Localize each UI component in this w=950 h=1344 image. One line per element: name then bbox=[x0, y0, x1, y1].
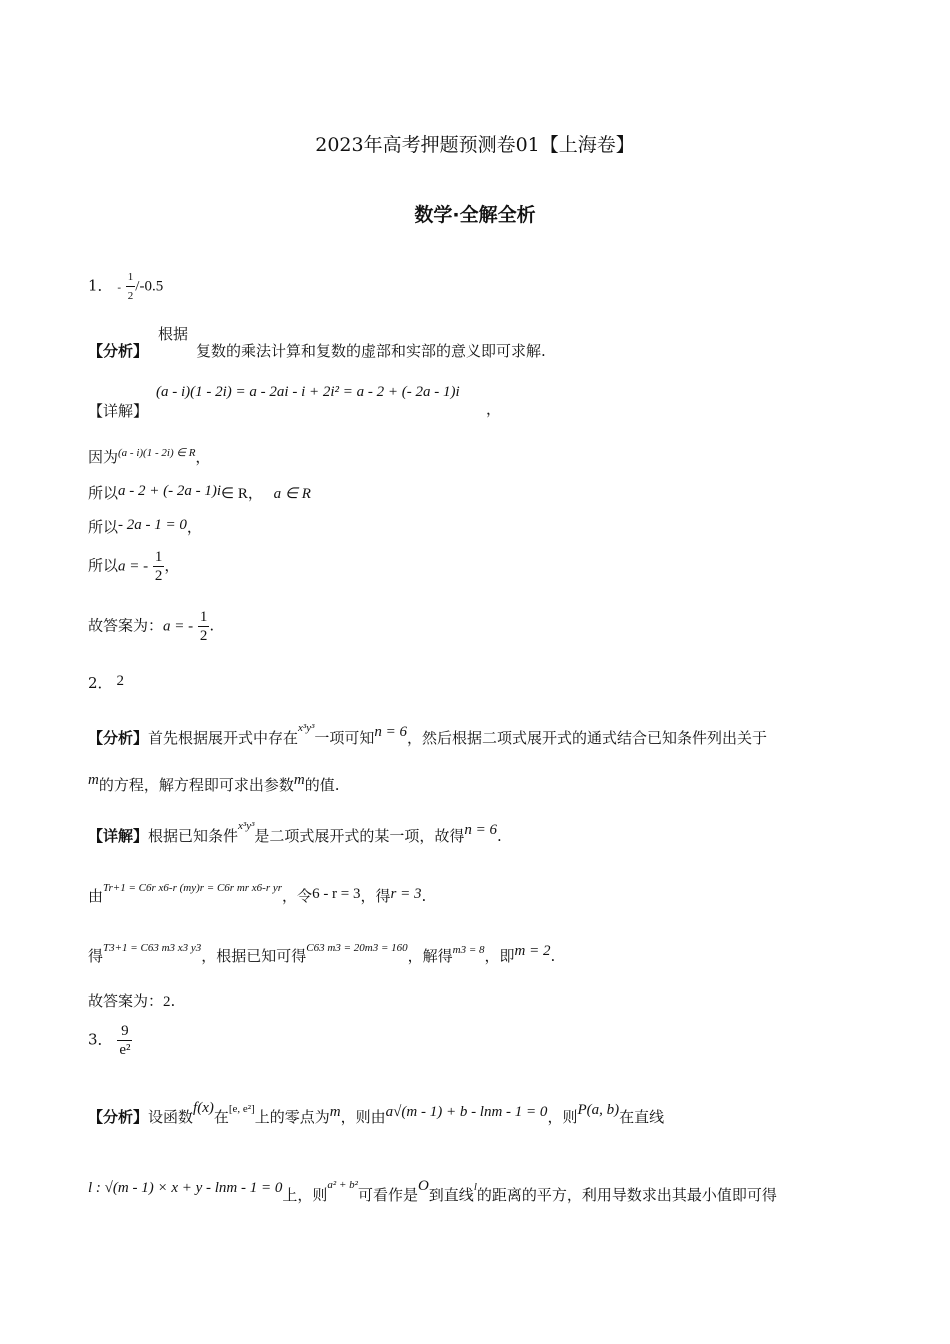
q2-a1-math: x³y³ bbox=[298, 722, 315, 734]
q2-e1: 得 bbox=[88, 947, 104, 965]
q1-line3-in: ∈ R bbox=[221, 486, 248, 502]
q1-detail-math: (a - i)(1 - 2i) = a - 2ai - i + 2i² = a - 2 + (- 2a - 1)i bbox=[156, 384, 460, 400]
q3-h5: 的距离的平方，利用导数求出其最小值即可得 bbox=[476, 1186, 777, 1204]
q1-line6 bbox=[88, 608, 214, 645]
q2-analysis-label: 【分析】 bbox=[88, 729, 149, 747]
q2-d3: ，得 bbox=[360, 887, 391, 905]
q1-line5-fraction bbox=[153, 548, 165, 585]
q2-f2: . bbox=[170, 992, 176, 1010]
q1-line5-num: 1 bbox=[154, 549, 163, 565]
q2-e1-math: T3+1 = C63 m3 x3 y3 bbox=[103, 942, 202, 954]
q2-d3-math: r = 3 bbox=[390, 886, 422, 902]
q2-e4: ，即 bbox=[484, 947, 515, 965]
q1-line6-den: 2 bbox=[199, 628, 208, 644]
q3-g6: 在直线 bbox=[619, 1108, 665, 1126]
q1-line2-end: ， bbox=[195, 448, 211, 466]
q2-e5: . bbox=[550, 947, 556, 965]
q2-e2: ，根据已知可得 bbox=[201, 947, 307, 965]
q1-analysis-word: 根据 bbox=[158, 325, 189, 343]
q2-c2: 是二项式展开式的某一项，故得 bbox=[254, 827, 465, 845]
q1-line3-math: a - 2 + (- 2a - 1)i bbox=[118, 483, 222, 499]
q1-line6-lhs: a = - bbox=[163, 618, 194, 635]
q3-g3: 上的零点为 bbox=[254, 1108, 330, 1126]
q2-e4-math: m = 2 bbox=[514, 943, 551, 959]
q1-analysis-label: 【分析】 bbox=[88, 342, 149, 360]
q1-line4 bbox=[88, 516, 202, 537]
q1-line6-num: 1 bbox=[199, 609, 208, 625]
q2-d2-math: 6 - r = 3 bbox=[312, 886, 361, 902]
q1-answer-den: 2 bbox=[126, 286, 136, 305]
q3-answer-line bbox=[88, 1022, 132, 1059]
q3-answer-fraction bbox=[117, 1022, 132, 1059]
q3-h4: 到直线 bbox=[428, 1186, 474, 1204]
q2-b3: 的值. bbox=[304, 776, 340, 794]
q3-g5-math: P(a, b) bbox=[577, 1102, 620, 1118]
q3-g5: ，则 bbox=[547, 1108, 578, 1126]
q1-answer-sign: - bbox=[117, 281, 121, 294]
q3-g1-math: f(x) bbox=[193, 1100, 214, 1116]
q2-answer: 2 bbox=[116, 673, 125, 689]
q3-h2-math: a² + b² bbox=[327, 1179, 358, 1191]
q1-line2 bbox=[88, 446, 210, 467]
q1-analysis-text: 复数的乘法计算和复数的虚部和实部的意义即可求解. bbox=[196, 342, 546, 360]
q1-line5-lhs: a = - bbox=[118, 558, 149, 575]
q1-number: 1． bbox=[88, 276, 113, 295]
q2-e3-math: m3 = 8 bbox=[452, 944, 485, 956]
q2-c3: . bbox=[497, 827, 502, 845]
q2-e3: ，解得 bbox=[407, 947, 453, 965]
q3-g1: 设函数 bbox=[148, 1108, 194, 1126]
q3-g4-math: a√(m - 1) + b - lnm - 1 = 0 bbox=[385, 1104, 548, 1120]
q1-line6-pre: 故答案为： bbox=[88, 616, 164, 635]
q1-line5-end: ， bbox=[164, 556, 180, 575]
q1-line4-pre: 所以 bbox=[88, 518, 119, 536]
q2-d1-math: Tr+1 = C6r x6-r (my)r = C6r mr x6-r yr bbox=[103, 882, 283, 894]
q2-a3: ，然后根据二项式展开式的通式结合已知条件列出关于 bbox=[407, 729, 768, 747]
q2-detail-line bbox=[88, 820, 502, 846]
q1-answer-num: 1 bbox=[127, 271, 134, 283]
q3-g2-math: [e, e²] bbox=[228, 1103, 255, 1115]
q1-line3-pre: 所以 bbox=[88, 484, 119, 502]
q2-analysis-line2 bbox=[88, 772, 339, 795]
q3-g2: 在 bbox=[213, 1108, 229, 1126]
q2-detail-label: 【详解】 bbox=[88, 827, 149, 845]
q1-line2-math: (a - i)(1 - 2i) ∈ R bbox=[118, 447, 196, 459]
q2-d1: 由 bbox=[88, 887, 104, 905]
q3-h4-math: l bbox=[473, 1181, 477, 1193]
q2-d2: ，令 bbox=[282, 887, 313, 905]
q2-b1-math: m bbox=[88, 772, 99, 788]
q2-analysis-line bbox=[88, 722, 767, 748]
q2-line-e bbox=[88, 942, 555, 966]
q1-line3-sep: ， bbox=[247, 484, 263, 502]
q2-d4: . bbox=[421, 887, 427, 905]
q1-line3 bbox=[88, 482, 311, 503]
q2-a2: 一项可知 bbox=[314, 729, 375, 747]
q3-answer-num: 9 bbox=[121, 1023, 129, 1039]
q2-b2-math: m bbox=[293, 772, 305, 788]
q3-h3: 可看作是 bbox=[357, 1186, 418, 1204]
q3-g4: ，则由 bbox=[340, 1108, 386, 1126]
page-title: 2023年高考押题预测卷01【上海卷】 bbox=[315, 134, 635, 156]
q2-f1-math: 2 bbox=[163, 994, 171, 1010]
q2-line-f bbox=[88, 990, 175, 1011]
q1-line6-end: . bbox=[209, 616, 215, 635]
q3-h2: 上，则 bbox=[282, 1186, 328, 1204]
q1-line5 bbox=[88, 548, 179, 585]
q2-c1: 根据已知条件 bbox=[148, 827, 239, 845]
q2-b2: 的方程，解方程即可求出参数 bbox=[98, 776, 294, 794]
q2-a2-math: n = 6 bbox=[374, 724, 408, 740]
q2-e2-math: C63 m3 = 20m3 = 160 bbox=[306, 942, 408, 954]
q3-answer-den: e² bbox=[119, 1042, 131, 1058]
q1-analysis-line bbox=[88, 340, 546, 361]
q2-line-d bbox=[88, 882, 426, 906]
q1-line5-pre: 所以 bbox=[88, 556, 119, 575]
q2-c1-math: x³y³ bbox=[238, 820, 255, 832]
q1-answer-line bbox=[88, 268, 163, 305]
q1-line4-end: ， bbox=[186, 518, 202, 536]
q3-analysis-line bbox=[88, 1100, 664, 1127]
q3-g3-math: m bbox=[329, 1104, 341, 1120]
page-subtitle: 数学·全解全析 bbox=[414, 204, 536, 226]
q1-line4-math: - 2a - 1 = 0 bbox=[118, 517, 187, 533]
q1-line2-pre: 因为 bbox=[88, 448, 119, 466]
q1-answer-alt: /-0.5 bbox=[135, 278, 164, 295]
q1-line5-den: 2 bbox=[154, 568, 163, 584]
q2-answer-line bbox=[88, 672, 124, 693]
q3-h1-math: l : √(m - 1) × x + y - lnm - 1 = 0 bbox=[88, 1180, 283, 1196]
q1-line3-math2: a ∈ R bbox=[273, 486, 311, 502]
q1-line6-fraction bbox=[198, 608, 210, 645]
q1-answer-fraction bbox=[126, 268, 136, 305]
q2-c2-math: n = 6 bbox=[464, 822, 498, 838]
q3-number: 3． bbox=[88, 1030, 113, 1049]
q2-number: 2． bbox=[88, 674, 113, 692]
q1-detail-label: 【详解】 bbox=[88, 402, 149, 420]
q3-analysis-label: 【分析】 bbox=[88, 1108, 149, 1126]
q2-a1: 首先根据展开式中存在 bbox=[148, 729, 299, 747]
q3-analysis-line2 bbox=[88, 1178, 777, 1205]
q2-f1: 故答案为： bbox=[88, 992, 164, 1010]
q1-detail-end: ， bbox=[486, 400, 502, 418]
q3-h3-math: O bbox=[417, 1178, 429, 1194]
